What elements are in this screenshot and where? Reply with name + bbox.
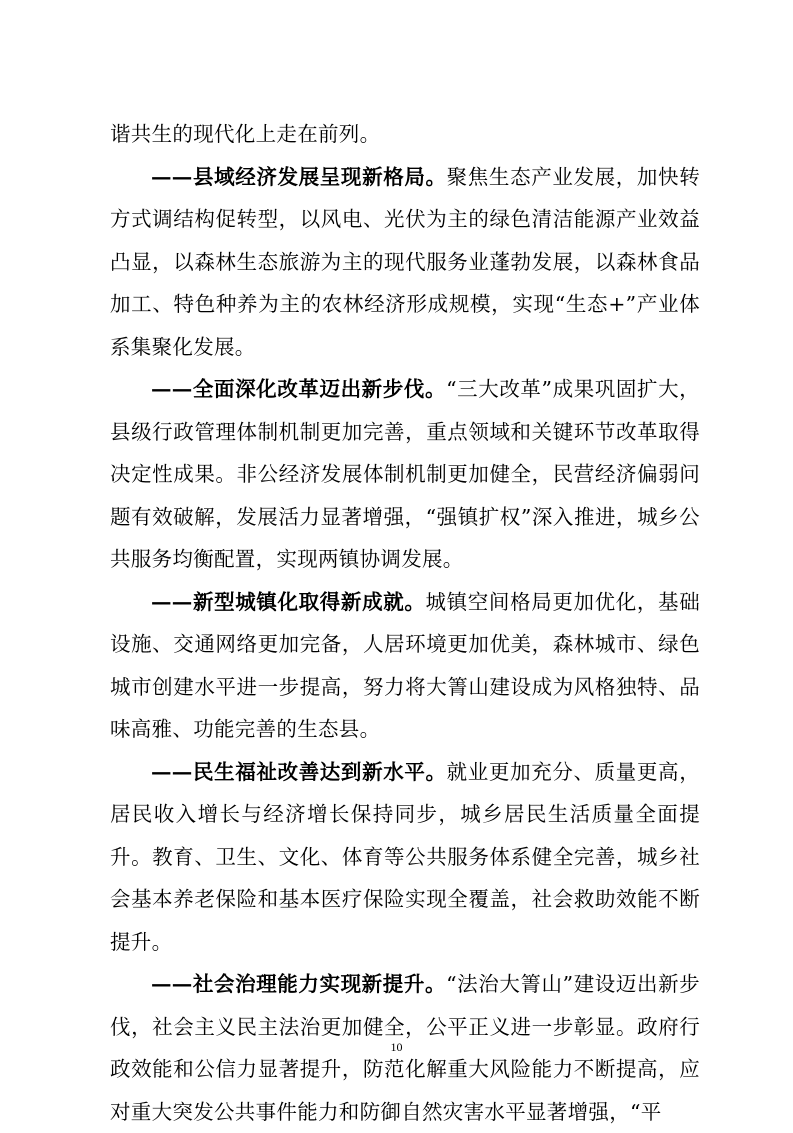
- section-heading: ——全面深化改革迈出新步伐。: [151, 377, 447, 401]
- section-body: “法治大箐山”建设迈出新步伐，社会主义民主法治更加健全，公平正义进一步彰显。政府行政效能和公信力显著提升，防范化解重大风险能力不断提高，应对重大突发公共事件能力和防御自然灾害水平显著增强，“平: [110, 972, 700, 1124]
- section-body: “三大改革”成果巩固扩大，县级行政管理体制机制更加完善，重点领域和关键环节改革取得决定性成果。非公经济发展体制机制更加健全，民营经济偏弱问题有效破解，发展活力显著增强，“强镇扩权”深入推进，城乡公共服务均衡配置，实现两镇协调发展。: [110, 377, 700, 571]
- page-content: [110, 113, 700, 1133]
- section-heading: ——县域经济发展呈现新格局。: [151, 164, 447, 189]
- section-body: 城镇空间格局更加优化，基础设施、交通网络更加完备，人居环境更加优美，森林城市、绿色城市创建水平进一步提高，努力将大箐山建设成为风格独特、品味高雅、功能完善的生态县。: [110, 589, 700, 741]
- section-body: 就业更加充分、质量更高，居民收入增长与经济增长保持同步，城乡居民生活质量全面提升。教育、卫生、文化、体育等公共服务体系健全完善，城乡社会基本养老保险和基本医疗保险实现全覆盖，社会救助效能不断提升。: [110, 759, 700, 954]
- section-urbanization: [110, 581, 700, 751]
- section-heading: ——社会治理能力实现新提升。: [151, 972, 447, 996]
- page-number: 10: [390, 1040, 403, 1054]
- opening-paragraph: 谐共生的现代化上走在前列。: [110, 122, 381, 146]
- section-heading: ——民生福祉改善达到新水平。: [151, 759, 447, 784]
- section-heading: ——新型城镇化取得新成就。: [151, 589, 426, 614]
- section-body: 聚焦生态产业发展，加快转方式调结构促转型，以风电、光伏为主的绿色清洁能源产业效益凸显，以森林生态旅游为主的现代服务业蓬勃发展，以森林食品加工、特色种养为主的农林经济形成规模，实现“生态+”产业体系集聚化发展。: [110, 164, 700, 359]
- section-reform: [110, 368, 700, 581]
- section-county-economy: [110, 156, 700, 369]
- section-livelihood: [110, 751, 700, 964]
